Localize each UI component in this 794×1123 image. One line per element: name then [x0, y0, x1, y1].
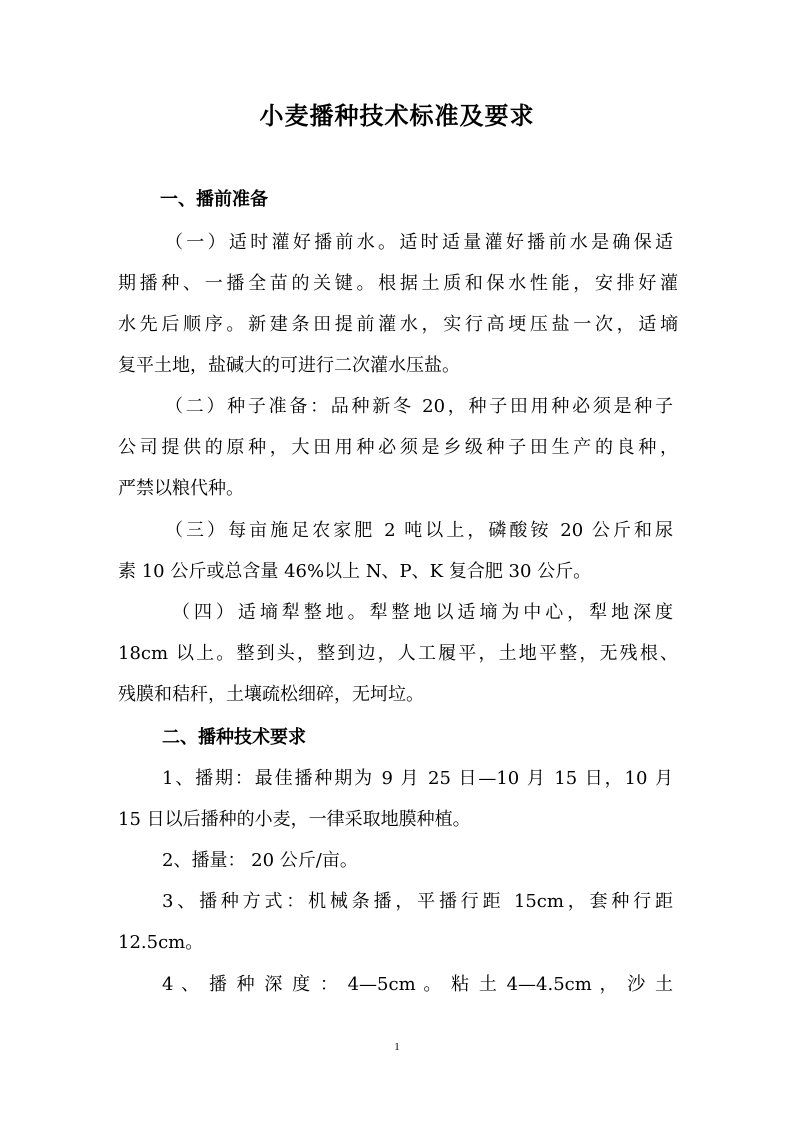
- paragraph-line: 2、播量： 20 公斤/亩。: [162, 850, 358, 871]
- paragraph-line: （一）适时灌好播前水。适时适量灌好播前水是确保适: [165, 232, 673, 253]
- paragraph-line: 15 日以后播种的小麦，一律采取地膜种植。: [118, 809, 471, 830]
- paragraph-line: 18cm 以上。整到头，整到边，人工履平，土地平整，无残根、: [118, 643, 678, 664]
- paragraph-line: 公司提供的原种，大田用种必须是乡级种子田生产的良种，: [118, 437, 678, 458]
- section-heading-tech: 二、播种技术要求: [162, 727, 306, 748]
- paragraph-line: （三）每亩施足农家肥 2 吨以上，磷酸铵 20 公斤和尿: [165, 520, 673, 541]
- paragraph-line: （二）种子准备：品种新冬 20，种子田用种必须是种子: [165, 396, 673, 417]
- paragraph-line: 复平土地，盐碱大的可进行二次灌水压盐。: [118, 355, 460, 376]
- paragraph-line: 4 、 播 种 深 度 ： 4—5cm 。 粘 土 4—4.5cm ， 沙 土: [162, 974, 673, 995]
- paragraph-line: 12.5cm。: [118, 932, 204, 953]
- paragraph-line: 严禁以粮代种。: [118, 478, 244, 499]
- paragraph-line: 素 10 公斤或总含量 46%以上 N、P、K 复合肥 30 公斤。: [118, 561, 592, 582]
- paragraph-line: 1、播期：最佳播种期为 9 月 25 日—10 月 15 日，10 月: [162, 768, 673, 789]
- document-title: 小麦播种技术标准及要求: [259, 102, 535, 130]
- paragraph-line: （四）适墒犁整地。犁整地以适墒为中心，犁地深度: [172, 602, 673, 623]
- paragraph-line: 3、播种方式：机械条播，平播行距 15cm，套种行距: [162, 891, 673, 912]
- paragraph-line: 残膜和秸秆，土壤疏松细碎，无坷垃。: [118, 684, 424, 705]
- section-heading-prep: 一、播前准备: [160, 189, 268, 210]
- paragraph-line: 期播种、一播全苗的关键。根据土质和保水性能，安排好灌: [118, 273, 678, 294]
- paragraph-line: 水先后顺序。新建条田提前灌水，实行高埂压盐一次，适墒: [118, 314, 678, 335]
- page-number: 1: [394, 1041, 400, 1053]
